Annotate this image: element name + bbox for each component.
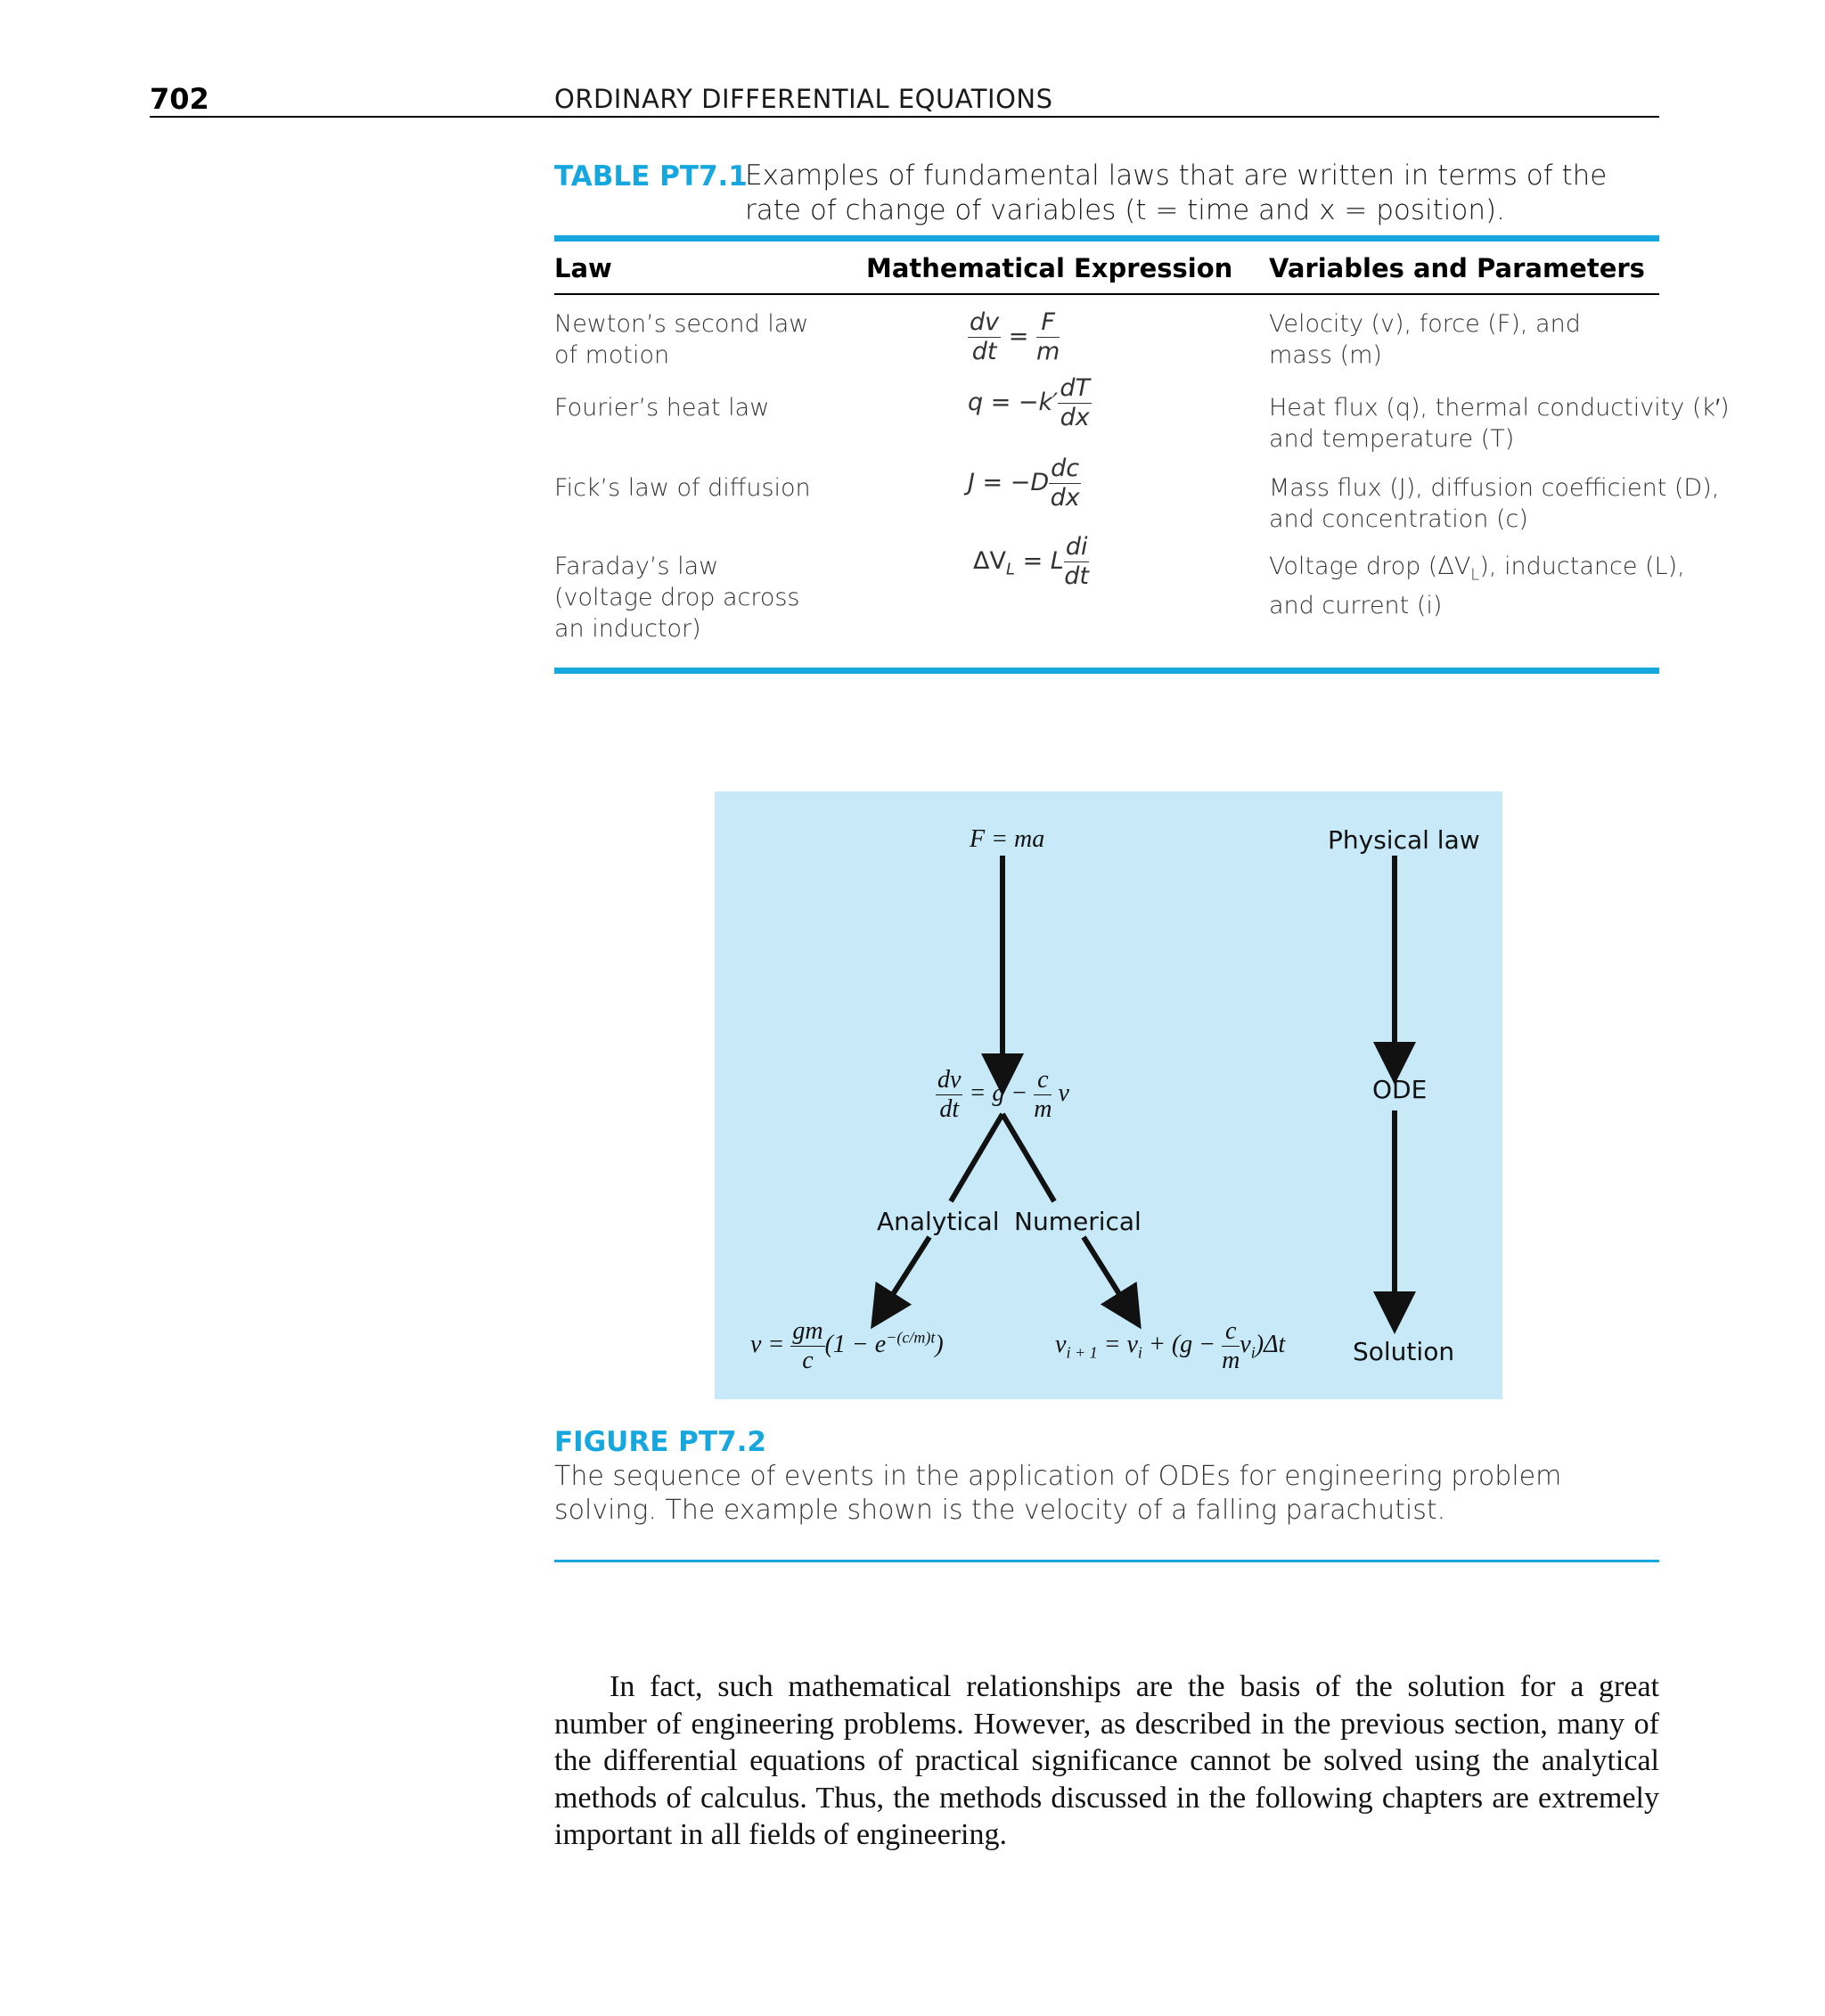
running-title: ORDINARY DIFFERENTIAL EQUATIONS <box>554 84 1053 114</box>
ode-variable: v <box>1058 1078 1069 1107</box>
fraction-numerator: di <box>1065 533 1088 561</box>
fraction-denominator: dx <box>1050 484 1080 512</box>
label-analytical: Analytical <box>877 1207 1000 1236</box>
law-line: Newton’s second law <box>554 310 809 338</box>
variables-text: Voltage drop (ΔV <box>1269 553 1471 580</box>
label-solution: Solution <box>1353 1337 1455 1366</box>
table-row-fick-variables <box>1269 472 1719 535</box>
variables-line: and current (i) <box>1269 592 1443 620</box>
fraction-denominator: c <box>802 1347 814 1374</box>
table-caption: Examples of fundamental laws that are written in terms of the rate of change of variables (t = time and x = position). <box>745 160 1608 226</box>
column-header-law: Law <box>554 253 612 283</box>
solution-text: + (g − <box>1142 1330 1216 1358</box>
expression-middle: = L <box>1014 547 1064 575</box>
expression-subscript: L <box>1005 560 1015 579</box>
arrow-analytical <box>882 1237 929 1311</box>
law-line: Faraday’s law <box>554 553 719 580</box>
ode-rhs: = g − <box>969 1078 1028 1107</box>
table-top-rule <box>554 235 1659 242</box>
fraction-numerator: dT <box>1060 374 1090 402</box>
expression-faraday <box>973 533 1089 591</box>
variables-line: Heat flux (q), thermal conductivity (k′) <box>1269 394 1730 422</box>
arrow-numerical <box>1084 1237 1130 1311</box>
fraction-numerator: dv <box>970 308 1000 336</box>
analytical-solution <box>750 1317 944 1375</box>
solution-text: v <box>1240 1330 1251 1358</box>
fraction-denominator: m <box>1034 1095 1052 1123</box>
column-header-variables: Variables and Parameters <box>1269 253 1645 283</box>
fraction-numerator: dc <box>1051 455 1080 482</box>
variables-line: Velocity (v), force (F), and <box>1269 310 1581 338</box>
expression-prefix: J = −D <box>968 469 1050 496</box>
solution-lhs: v = <box>750 1330 785 1358</box>
table-label: TABLE PT7.1 <box>554 160 748 193</box>
solution-text: )Δt <box>1255 1330 1286 1358</box>
body-paragraph: In fact, such mathematical relationships are the basis of the solution for a great number of engineering problems. However, as described in the previous section, many of the differential equations of practical significance cannot be solved using the analytical methods of calculus. Thus, the methods discussed in the following chapters are extremely important in all fields of engineering. <box>554 1670 1659 1851</box>
variables-line: and concentration (c) <box>1269 505 1528 533</box>
top-equation: F = ma <box>970 825 1045 853</box>
variables-line: and temperature (T) <box>1269 425 1515 453</box>
table-row-fick-law <box>554 472 811 504</box>
figure-label: FIGURE PT7.2 <box>554 1426 766 1458</box>
ode-equation <box>936 1066 1069 1124</box>
solution-close: ) <box>935 1330 944 1358</box>
page-number: 702 <box>150 82 209 116</box>
column-header-expression: Mathematical Expression <box>866 253 1233 283</box>
table-row-fourier-law <box>554 392 769 423</box>
law-line: (voltage drop across <box>554 584 800 611</box>
fraction-numerator: c <box>1222 1317 1240 1347</box>
fraction-denominator: m <box>1222 1347 1240 1374</box>
fraction-denominator: dt <box>939 1095 960 1123</box>
fraction-denominator: dx <box>1060 404 1090 431</box>
solution-subscript: i <box>1250 1343 1256 1362</box>
expression-fourier <box>968 374 1092 432</box>
numerical-solution <box>1055 1317 1285 1375</box>
variables-line: Mass flux (J), diffusion coefficient (D), <box>1269 474 1720 502</box>
law-line: Fick’s law of diffusion <box>554 474 811 502</box>
fork-left-line <box>951 1114 1003 1201</box>
fraction-numerator: F <box>1036 308 1060 338</box>
solution-exponent: −(c/m)t <box>886 1328 936 1347</box>
equals-sign: = <box>1008 323 1029 350</box>
expression-prefix: q = −k′ <box>968 389 1059 416</box>
fork-right-line <box>1003 1114 1054 1201</box>
expression-prefix: ΔV <box>973 547 1006 575</box>
fraction-numerator: c <box>1034 1066 1052 1095</box>
table-row-fourier-variables <box>1269 392 1730 455</box>
solution-subscript: i <box>1137 1343 1142 1362</box>
fraction-numerator: dv <box>937 1066 962 1094</box>
label-physical-law: Physical law <box>1328 825 1480 855</box>
figure-caption: The sequence of events in the application of ODEs for engineering problem solving. The example shown is the velocity of a falling parachutist. <box>554 1461 1562 1526</box>
table-row-faraday-variables <box>1269 551 1685 621</box>
label-ode: ODE <box>1372 1075 1428 1104</box>
variables-line: mass (m) <box>1269 341 1382 369</box>
fraction-denominator: dt <box>971 338 997 365</box>
label-numerical: Numerical <box>1014 1207 1142 1236</box>
law-line: an inductor) <box>554 615 701 643</box>
table-bottom-rule <box>554 668 1659 674</box>
table-header-rule <box>554 293 1659 295</box>
header-rule <box>150 116 1659 118</box>
fraction-numerator: gm <box>792 1317 823 1345</box>
variables-text: ), inductance (L), <box>1479 553 1685 580</box>
expression-newton <box>968 308 1060 366</box>
variables-subscript: L <box>1470 565 1480 585</box>
variables-line <box>1269 551 1685 590</box>
table-row-newton-variables <box>1269 308 1581 371</box>
solution-paren: (1 − e <box>824 1330 887 1358</box>
solution-text: v <box>1055 1330 1067 1358</box>
solution-subscript: i + 1 <box>1066 1343 1098 1362</box>
solution-text: = v <box>1097 1330 1138 1358</box>
fraction-denominator: m <box>1035 338 1060 365</box>
law-line: of motion <box>554 341 670 369</box>
fraction-denominator: dt <box>1064 562 1090 590</box>
table-row-newton-law <box>554 308 808 371</box>
law-line: Fourier’s heat law <box>554 394 770 422</box>
table-row-faraday-law <box>554 551 800 644</box>
figure-bottom-rule <box>554 1560 1659 1562</box>
expression-fick <box>968 455 1081 512</box>
